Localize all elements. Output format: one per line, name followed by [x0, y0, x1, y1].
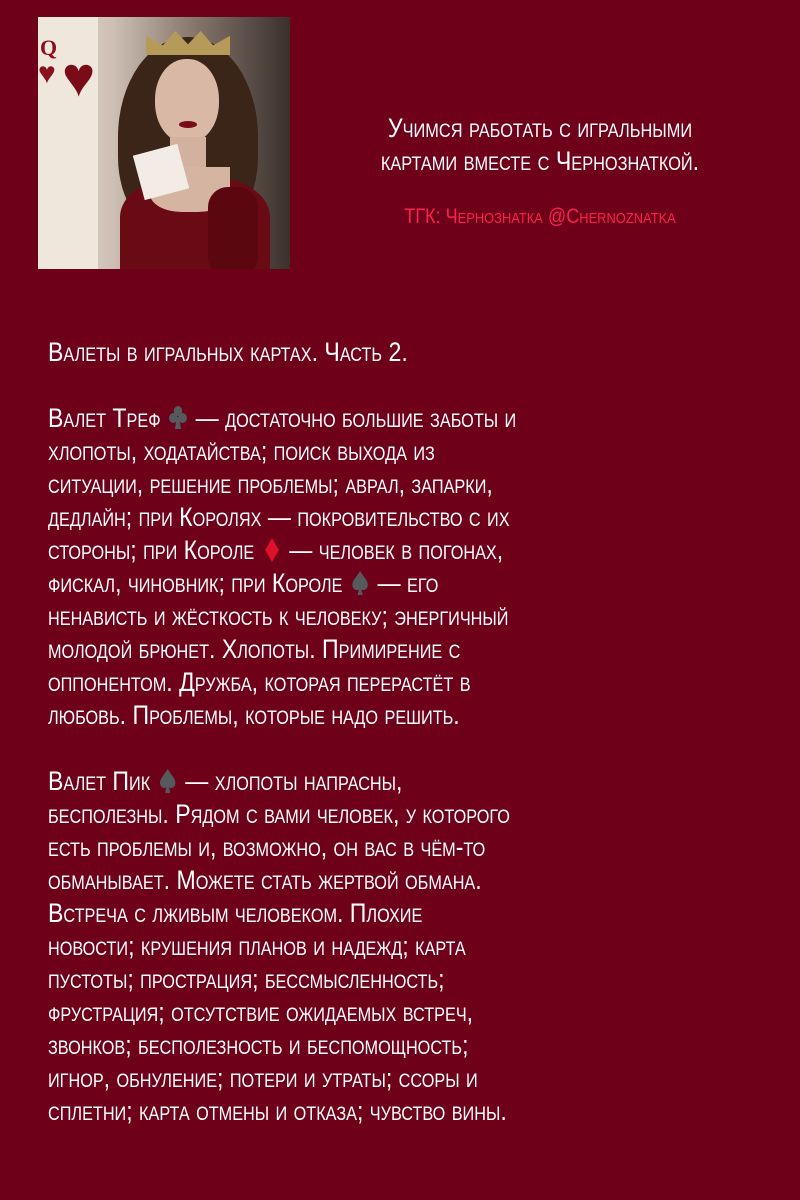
text: фискал, чиновник; при Короле	[48, 568, 343, 598]
large-heart-icon: ♥	[62, 45, 96, 108]
article-title: Валеты в игральных картах. Часть 2.	[48, 337, 408, 367]
intro-line: Учимся работать с игральными	[387, 113, 693, 143]
text-line: ненависть и жёсткость к человеку; энергичный	[48, 601, 509, 631]
text: — достаточно большие заботы и	[195, 403, 517, 433]
text: Валет Пик	[48, 766, 151, 796]
text: — его	[377, 568, 439, 598]
card-q-letter: Q	[40, 35, 58, 60]
text-line: хлопоты, ходатайства; поиск выхода из	[48, 436, 435, 466]
text-line: звонков; бесполезность и беспомощность;	[48, 1030, 469, 1060]
article	[48, 336, 768, 1128]
text-line: любовь. Проблемы, которые надо решить.	[48, 700, 460, 730]
text-line	[48, 534, 664, 567]
text-line: пустоты; прострация; бессмысленность;	[48, 964, 445, 994]
text-line	[48, 567, 664, 600]
text: — хлопоты напрасны,	[185, 766, 403, 796]
text-line: Встреча с лживым человеком. Плохие	[48, 898, 423, 928]
heart-icon: ♥	[38, 57, 56, 90]
spade-icon	[158, 768, 177, 794]
intro-line: картами вместе с Чернознаткой.	[380, 146, 700, 176]
text-line: ситуации, решение проблемы; аврал, запарки,	[48, 469, 493, 499]
text-line: игнор, обнуление; потери и утраты; ссоры и	[48, 1063, 478, 1093]
text-line	[48, 402, 664, 435]
text-line: фрустрация; отсутствие ожидаемых встреч,	[48, 997, 474, 1027]
text-line	[48, 765, 664, 798]
club-icon	[169, 405, 188, 431]
text-line: обманывает. Можете стать жертвой обмана.	[48, 865, 482, 895]
text-line: оппонентом. Дружба, которая перерастёт в	[48, 667, 471, 697]
intro-block	[300, 112, 780, 229]
glove	[208, 187, 258, 269]
spade-icon	[351, 570, 370, 596]
text: стороны; при Короле	[48, 535, 255, 565]
diamond-icon	[262, 537, 281, 563]
queen-of-hearts-photo	[38, 17, 290, 269]
lips	[179, 121, 197, 128]
text-line: есть проблемы и, возможно, он вас в чём-то	[48, 832, 486, 862]
face	[155, 59, 219, 143]
text-line: новости; крушения планов и надежд; карта	[48, 931, 466, 961]
text-line: сплетни; карта отмены и отказа; чувство вины.	[48, 1096, 507, 1126]
text: Валет Треф	[48, 403, 161, 433]
channel-link[interactable]: ТГК: Чернознатка @Chernoznatka	[404, 205, 676, 228]
text: — человек в погонах,	[289, 535, 504, 565]
text-line: бесполезны. Рядом с вами человек, у которого	[48, 799, 510, 829]
text-line: дедлайн; при Королях — покровительство с их	[48, 502, 510, 532]
text-line: молодой брюнет. Хлопоты. Примирение с	[48, 634, 461, 664]
